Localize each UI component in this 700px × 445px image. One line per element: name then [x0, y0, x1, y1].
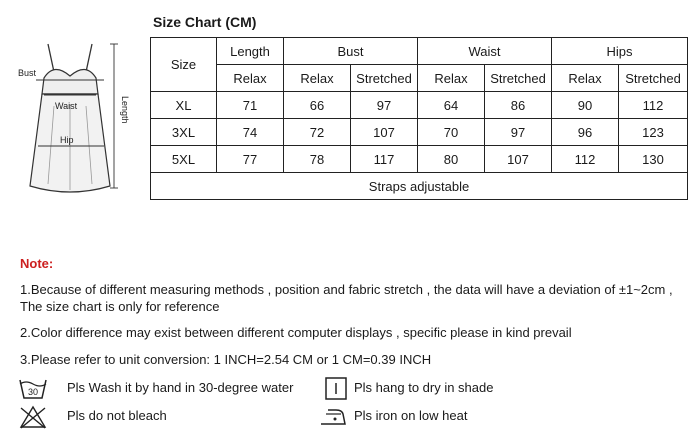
subheader-waist-relax: Relax — [418, 65, 485, 92]
cell-hips-relax: 96 — [552, 119, 619, 146]
cell-length: 71 — [217, 92, 284, 119]
cell-size: 5XL — [151, 146, 217, 173]
cell-length: 77 — [217, 146, 284, 173]
size-chart-table — [150, 37, 688, 200]
cell-hips-stretched: 112 — [619, 92, 688, 119]
cell-hips-stretched: 130 — [619, 146, 688, 173]
subheader-hips-stretched: Stretched — [619, 65, 688, 92]
cell-bust-stretched: 97 — [351, 92, 418, 119]
subheader-bust-stretched: Stretched — [351, 65, 418, 92]
garment-measurement-figure — [14, 36, 144, 206]
subheader-hips-relax: Relax — [552, 65, 619, 92]
iron-low-heat-icon — [318, 404, 348, 430]
header-bust: Bust — [284, 38, 418, 65]
hip-label: Hip — [60, 135, 74, 145]
nightdress-illustration — [14, 36, 144, 206]
care-hand-wash-text: Pls Wash it by hand in 30-degree water — [67, 380, 294, 395]
table-footer-row — [151, 173, 688, 200]
subheader-length-relax: Relax — [217, 65, 284, 92]
cell-waist-relax: 80 — [418, 146, 485, 173]
hand-wash-30-icon — [18, 376, 48, 402]
cell-bust-stretched: 107 — [351, 119, 418, 146]
header-waist: Waist — [418, 38, 552, 65]
care-iron-text: Pls iron on low heat — [354, 408, 468, 423]
cell-bust-stretched: 117 — [351, 146, 418, 173]
header-size: Size — [151, 38, 217, 92]
cell-size: 3XL — [151, 119, 217, 146]
table-row — [151, 92, 688, 119]
header-row — [151, 38, 688, 65]
waist-label: Waist — [55, 101, 78, 111]
note-heading: Note: — [20, 256, 54, 271]
cell-bust-relax: 78 — [284, 146, 351, 173]
header-length: Length — [217, 38, 284, 65]
care-no-bleach-text: Pls do not bleach — [67, 408, 167, 423]
cell-bust-relax: 72 — [284, 119, 351, 146]
bust-label: Bust — [18, 68, 37, 78]
cell-waist-stretched: 107 — [485, 146, 552, 173]
note-item-1-continued: The size chart is only for reference — [20, 299, 220, 314]
straps-adjustable-note: Straps adjustable — [151, 173, 688, 200]
cell-waist-stretched: 86 — [485, 92, 552, 119]
wash-temperature-badge: 30 — [27, 387, 39, 397]
header-hips: Hips — [552, 38, 688, 65]
size-chart-title: Size Chart (CM) — [153, 14, 257, 30]
note-item-3: 3.Please refer to unit conversion: 1 INCH=2.54 CM or 1 CM=0.39 INCH — [20, 352, 432, 367]
cell-size: XL — [151, 92, 217, 119]
no-bleach-icon — [18, 404, 48, 430]
cell-waist-relax: 64 — [418, 92, 485, 119]
cell-hips-relax: 90 — [552, 92, 619, 119]
cell-hips-relax: 112 — [552, 146, 619, 173]
cell-length: 74 — [217, 119, 284, 146]
length-label: Length — [120, 96, 130, 124]
note-item-1: 1.Because of different measuring methods , position and fabric stretch , the data will have a deviation of ±1~2cm , — [20, 282, 673, 297]
table-row — [151, 119, 688, 146]
hang-dry-shade-icon — [322, 376, 352, 402]
table-row — [151, 146, 688, 173]
subheader-waist-stretched: Stretched — [485, 65, 552, 92]
cell-hips-stretched: 123 — [619, 119, 688, 146]
cell-waist-stretched: 97 — [485, 119, 552, 146]
note-item-2: 2.Color difference may exist between different computer displays , specific please in kind prevail — [20, 325, 572, 340]
subheader-bust-relax: Relax — [284, 65, 351, 92]
cell-waist-relax: 70 — [418, 119, 485, 146]
subheader-row — [151, 65, 688, 92]
cell-bust-relax: 66 — [284, 92, 351, 119]
care-hang-dry-text: Pls hang to dry in shade — [354, 380, 494, 395]
